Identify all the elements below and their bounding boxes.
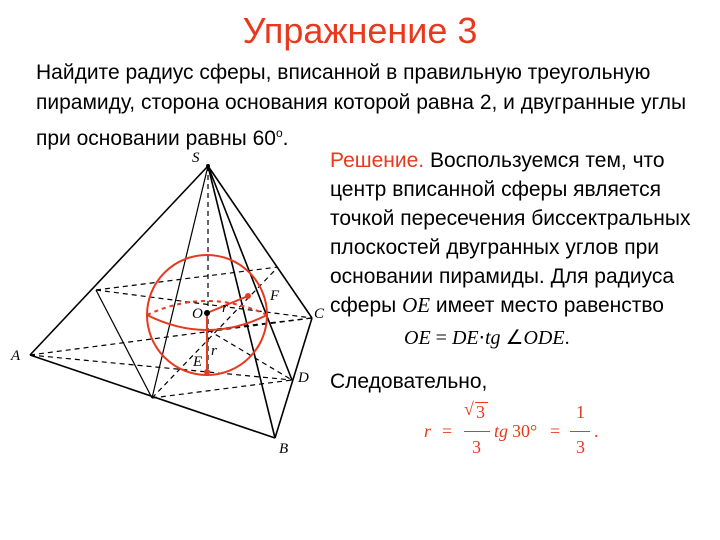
point-e — [204, 369, 210, 375]
section-diag-1 — [96, 290, 312, 318]
formula-oe-de: DE — [451, 327, 479, 349]
label-e: E — [193, 354, 203, 370]
problem-end: . — [282, 127, 289, 150]
solution-body-2: имеет место равенство — [430, 294, 664, 317]
figure-points — [204, 164, 210, 316]
label-b: B — [279, 441, 289, 457]
point-f — [245, 293, 251, 299]
degree-mark: o — [275, 126, 283, 140]
formula-r-var: r — [424, 421, 432, 441]
solution-body-1: Воспользуемся тем, что центр вписанной сферы является точкой пересечения биссектральных плоскостей двугранных углов при основании пирамиды. Для радиуса сферы — [330, 149, 691, 317]
formula-oe-eq: = — [435, 327, 447, 349]
formula-oe-tg: tg — [484, 327, 501, 349]
formula-r — [424, 398, 624, 468]
label-d: D — [298, 370, 309, 386]
pyramid-figure — [0, 140, 330, 470]
formula-r-sqrt-sign: √ — [464, 399, 474, 419]
formula-r-end: . — [594, 421, 599, 441]
formula-r-eq2: = — [550, 421, 561, 441]
formula-oe-dot: ⋅ — [478, 327, 485, 349]
formula-oe-end: . — [564, 327, 570, 349]
section-bottom — [152, 380, 292, 398]
label-a: A — [11, 348, 21, 364]
formula-r-sqrt-arg: 3 — [476, 402, 485, 422]
consequently-text: Следовательно, — [330, 370, 488, 393]
section-left — [96, 290, 152, 398]
section-top — [96, 267, 278, 290]
formula-r-angle: 30° — [512, 421, 538, 441]
formula-oe-lhs: OE — [404, 327, 431, 349]
problem-text: Найдите радиус сферы, вписанной в правильную треугольную пирамиду, сторона основания которой равна 2, и двугранные углы при основании равны 60 — [36, 61, 687, 150]
point-s — [206, 164, 210, 168]
label-r1: r — [222, 300, 228, 316]
label-f: F — [270, 288, 280, 304]
formula-oe-ode: ODE — [523, 327, 565, 349]
formula-r-eq1: = — [442, 421, 453, 441]
formula-oe-angle: ∠ — [505, 327, 524, 349]
solution-label: Решение. — [330, 149, 425, 172]
label-r2: r — [211, 343, 217, 359]
solution-oe: OE — [402, 293, 431, 317]
formula-r-den2: 3 — [576, 437, 585, 457]
label-s: S — [192, 150, 200, 166]
formula-oe — [404, 325, 570, 350]
edge-sc — [208, 166, 312, 318]
frac-line-2 — [570, 431, 590, 432]
formula-r-tg: tg — [494, 421, 509, 441]
label-o: O — [192, 306, 203, 322]
slide-title: Упражнение 3 — [242, 10, 478, 51]
solution-text — [330, 146, 715, 320]
point-o — [204, 310, 210, 316]
formula-r-den1: 3 — [472, 437, 481, 457]
label-c: C — [314, 306, 325, 322]
formula-r-num2: 1 — [576, 402, 585, 422]
figure-labels — [10, 150, 325, 457]
frac-line-1 — [464, 431, 490, 432]
